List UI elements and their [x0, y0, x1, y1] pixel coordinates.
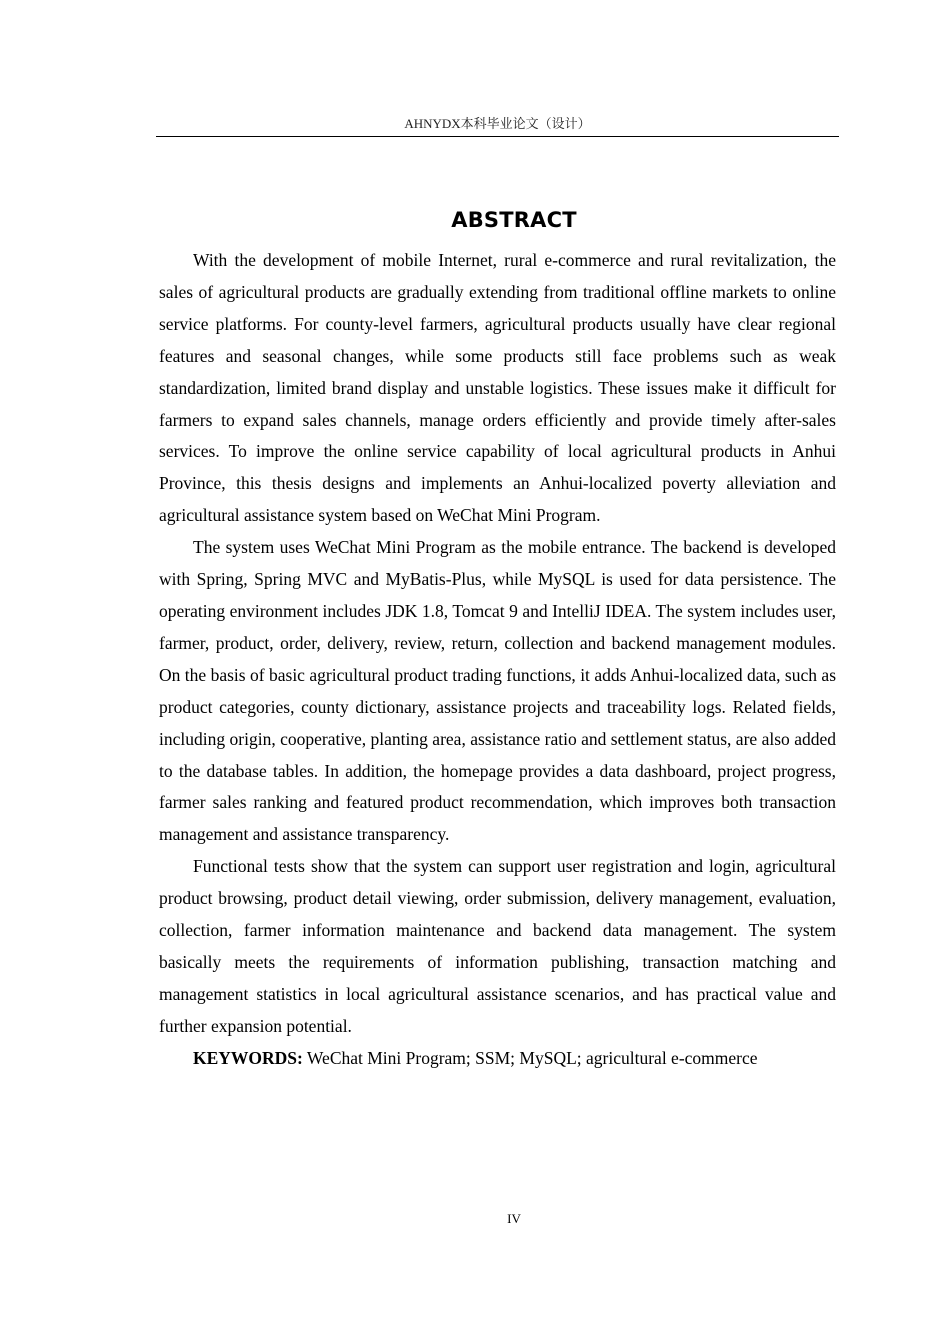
- abstract-paragraph-2: The system uses WeChat Mini Program as the mobile entrance. The backend is developed with Spring, Spring MVC and MyBatis-Plus, while MySQL is used for data persistence. The operating environment includes JDK 1.8, Tomcat 9 and IntelliJ IDEA. The system includes user, farmer, product, order, delivery, review, return, collection and backend management modules. On the basis of basic agricultural product trading functions, it adds Anhui-localized data, such as product categories, county dictionary, assistance projects and traceability logs. Related fields, including origin, cooperative, planting area, assistance ratio and settlement status, are also added to the database tables. In addition, the homepage provides a data dashboard, project progress, farmer sales ranking and featured product recommendation, which improves both transaction management and assistance transparency.: [159, 537, 836, 845]
- abstract-paragraph-1: With the development of mobile Internet, rural e-commerce and rural revitalization, the sales of agricultural products are gradually extending from traditional offline markets to online service platforms. For county-level farmers, agricultural products usually have clear regional features and seasonal changes, while some products still face problems such as weak standardization, limited brand display and unstable logistics. These issues make it difficult for farmers to expand sales channels, manage orders efficiently and provide timely after-sales services. To improve the online service capability of local agricultural products in Anhui Province, this thesis designs and implements an Anhui-localized poverty alleviation and agricultural assistance system based on WeChat Mini Program.: [159, 250, 836, 526]
- abstract-paragraph-3: Functional tests show that the system can support user registration and login, agricultural product browsing, product detail viewing, order submission, delivery management, evaluation, collection, farmer information maintenance and backend data management. The system basically meets the requirements of information publishing, transaction matching and management statistics in local agricultural assistance scenarios, and has practical value and further expansion potential.: [159, 856, 836, 1036]
- page-number: IV: [507, 1211, 521, 1226]
- abstract-title: ABSTRACT: [451, 208, 577, 233]
- abstract-body: [159, 245, 836, 1075]
- keywords-line: [159, 1043, 836, 1075]
- running-header: AHNYDX本科毕业论文（设计）: [404, 116, 591, 131]
- keywords-text: WeChat Mini Program; SSM; MySQL; agricultural e-commerce: [302, 1047, 758, 1068]
- header-divider: [156, 136, 839, 137]
- keywords-label: KEYWORDS:: [193, 1047, 303, 1068]
